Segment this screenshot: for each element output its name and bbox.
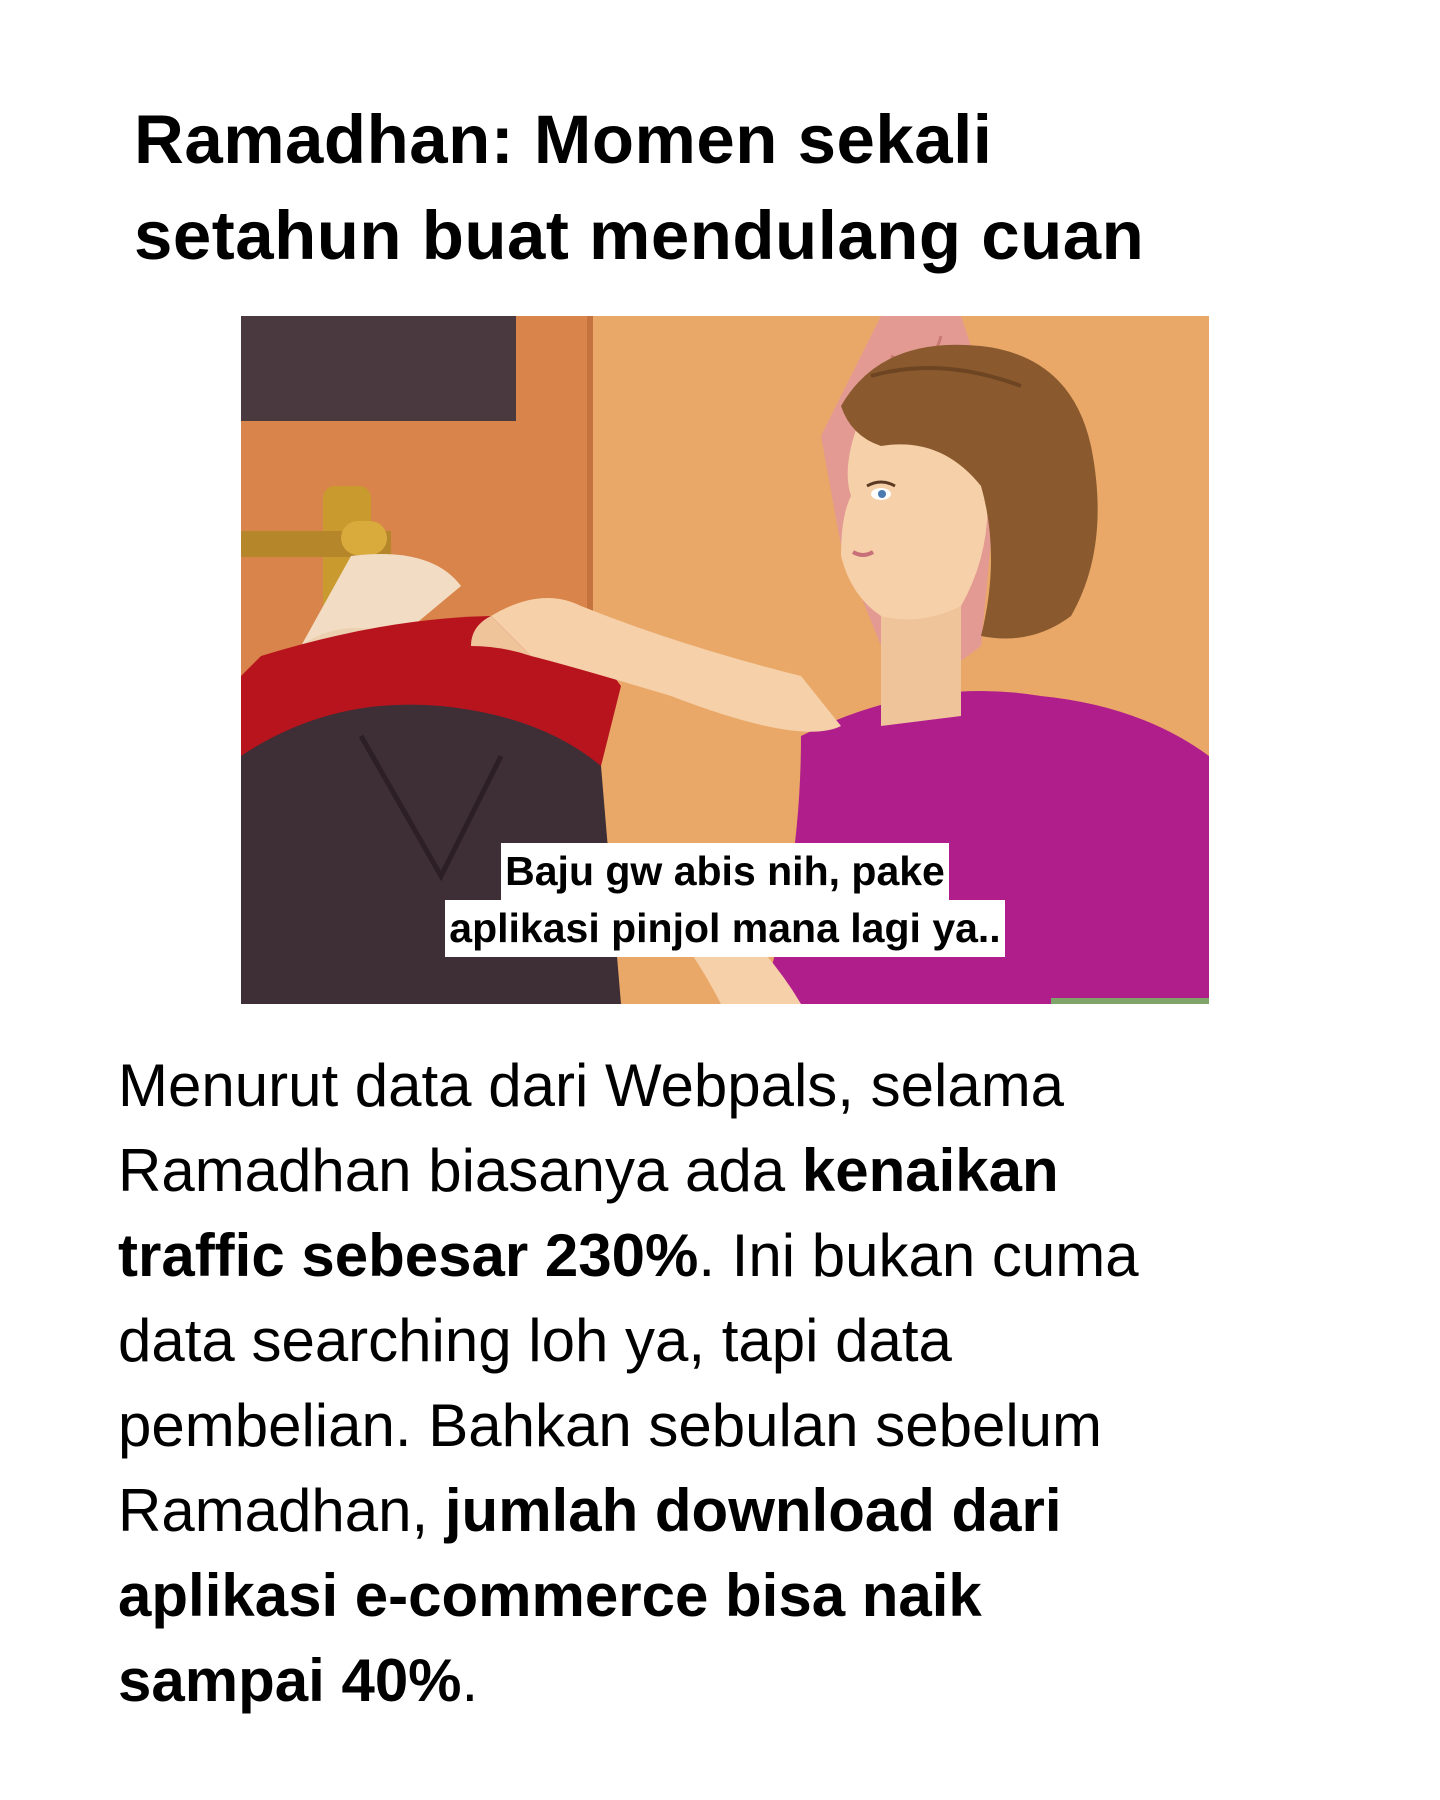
body-line-7 <box>118 1553 1348 1638</box>
body-line-2 <box>118 1128 1348 1213</box>
body-line-4 <box>118 1298 1348 1383</box>
body-text: Ramadhan biasanya ada <box>118 1137 802 1204</box>
body-line-1 <box>118 1043 1348 1128</box>
title-line-2: setahun buat mendulang cuan <box>134 197 1145 274</box>
body-text: . Ini bukan cuma <box>698 1222 1139 1289</box>
body-paragraph <box>118 1043 1348 1723</box>
body-text: . <box>461 1647 479 1714</box>
title-line-1: Ramadhan: Momen sekali <box>134 101 993 178</box>
body-bold-text: aplikasi e-commerce bisa naik <box>118 1562 982 1629</box>
meme-caption <box>241 843 1209 957</box>
body-line-3 <box>118 1213 1348 1298</box>
body-text: data searching loh ya, tapi data <box>118 1307 952 1374</box>
body-line-6 <box>118 1468 1348 1553</box>
caption-line-2: aplikasi pinjol mana lagi ya.. <box>445 900 1004 957</box>
picture-frame <box>241 316 516 421</box>
body-bold-text: sampai 40% <box>118 1647 462 1714</box>
body-text: Ramadhan, <box>118 1477 445 1544</box>
body-bold-text: traffic sebesar 230% <box>118 1222 699 1289</box>
body-bold-text: kenaikan <box>801 1137 1059 1204</box>
body-line-5 <box>118 1383 1348 1468</box>
body-text: Menurut data dari Webpals, selama <box>118 1052 1065 1119</box>
caption-line-1: Baju gw abis nih, pake <box>501 843 949 900</box>
body-bold-text: jumlah download dari <box>444 1477 1062 1544</box>
body-line-8 <box>118 1638 1348 1723</box>
body-text: pembelian. Bahkan sebulan sebelum <box>118 1392 1102 1459</box>
meme-illustration <box>241 316 1209 1004</box>
post-title <box>134 92 1334 284</box>
